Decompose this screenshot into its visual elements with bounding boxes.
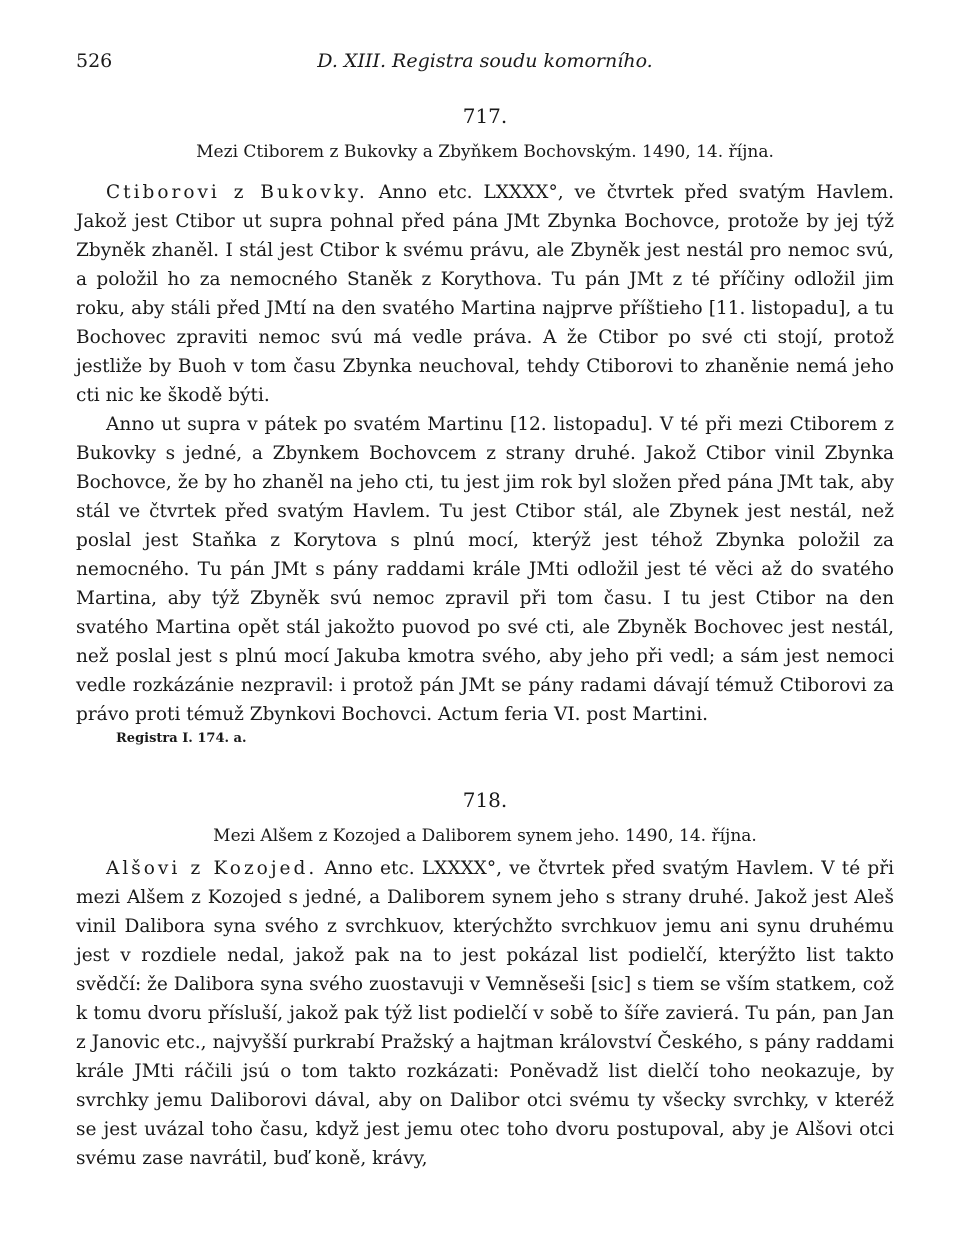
entry-heading: Mezi Alšem z Kozojed a Daliborem synem jeho. 1490, 14. října. <box>213 826 757 846</box>
entry-number: 718. <box>462 788 508 812</box>
source-reference: Registra I. 174. a. <box>116 731 247 746</box>
entry-number: 717. <box>462 104 508 128</box>
document-page <box>76 40 894 1173</box>
page-number: 526 <box>76 50 113 72</box>
entry-heading: Mezi Ctiborem z Bukovky a Zbyňkem Bochovským. 1490, 14. října. <box>196 142 774 162</box>
paragraph-lead: Ctiborovi z Bukovky. <box>106 182 368 203</box>
running-title: D. XIII. Registra soudu komorního. <box>317 50 653 72</box>
entry-paragraph <box>76 410 894 729</box>
paragraph-text: Anno etc. LXXXX°, ve čtvrtek před svatým Havlem. V té při mezi Alšem z Kozojed s jedné, a Daliborem synem jeho s strany druhé. Jakož jest Aleš vinil Dalibora syna svého z svrchkuov, kterýchžto svrchkuov jemu ani synu druhému jest v rozdiele nedal, jakož pak na to jest pokázal list podielčí, kterýžto list takto svědčí: že Dalibora syna svého zuostavuji v Vemněseši [sic] s tiem se vším statkem, což k tomu dvoru přísluší, jakož pak týž list podielčí v sobě to šíře zavierá. Tu pán, pan Jan z Janovic etc., najvyšší purkrabí Pražský a hajtman království Českého, s pány raddami krále JMti ráčili jsú o tom takto rozkázati: Poněvadž list dielčí toho neokazuje, by svrchky jemu Daliborovi dával, aby on Dalibor otci svému ty všecky svrchky, v kteréž se jest uvázal toho času, když jest jemu otec toho dvoru postupoval, aby je Alšovi otci svému zase navrátil, buď koně, krávy, <box>76 858 894 1169</box>
running-head <box>76 40 894 80</box>
entry-paragraph <box>76 178 894 410</box>
entry-paragraph <box>76 854 894 1173</box>
paragraph-text: Anno etc. LXXXX°, ve čtvrtek před svatým Havlem. Jakož jest Ctibor ut supra pohnal před pána JMt Zbynka Bochovce, protože by jej týž Zbyněk zhaněl. I stál jest Ctibor k svému právu, ale Zbyněk jest nestál pro nemoc svú, a položil ho za nemocného Staněk z Korythova. Tu pán JMt z té příčiny odložil jim roku, aby stáli před JMtí na den svatého Martina najprve příštieho [11. listopadu], a tu Bochovec zpraviti nemoc svú má vedle práva. A že Ctibor po své cti stojí, protož jestliže by Buoh v tom času Zbynka neuchoval, tehdy Ctiborovi to zhaněnie nemá jeho cti nic ke škodě býti. <box>76 182 894 406</box>
paragraph-text: Anno ut supra v pátek po svatém Martinu [12. listopadu]. V té při mezi Ctiborem z Bukovky s jedné, a Zbynkem Bochovcem z strany druhé. Jakož Ctibor vinil Zbynka Bochovce, že by ho zhaněl na jeho cti, tu jest jim rok byl složen před pána JMt tak, aby stál ve čtvrtek před svatým Havlem. Tu jest Ctibor stál, ale Zbynek jest nestál, než poslal jest Staňka z Korytova s plnú mocí, kterýž jest téhož Zbynka položil za nemocného. Tu pán JMt s pány raddami krále JMti odložil jest té věci až do svatého Martina, aby týž Zbyněk svú nemoc zpravil při tom času. I tu jest Ctibor na den svatého Martina opět stál jakožto puovod po své cti, ale Zbyněk Bochovec jest nestál, než poslal jest s plnú mocí Jakuba kmotra svého, aby jeho při vedl; a sám jest nemoci vedle rozkázánie nezpravil: i protož pán JMt se pány radami dávají témuž Ctiborovi za právo proti témuž Zbynkovi Bochovci. Actum feria VI. post Martini. <box>76 414 894 725</box>
paragraph-lead: Alšovi z Kozojed. <box>106 858 318 879</box>
